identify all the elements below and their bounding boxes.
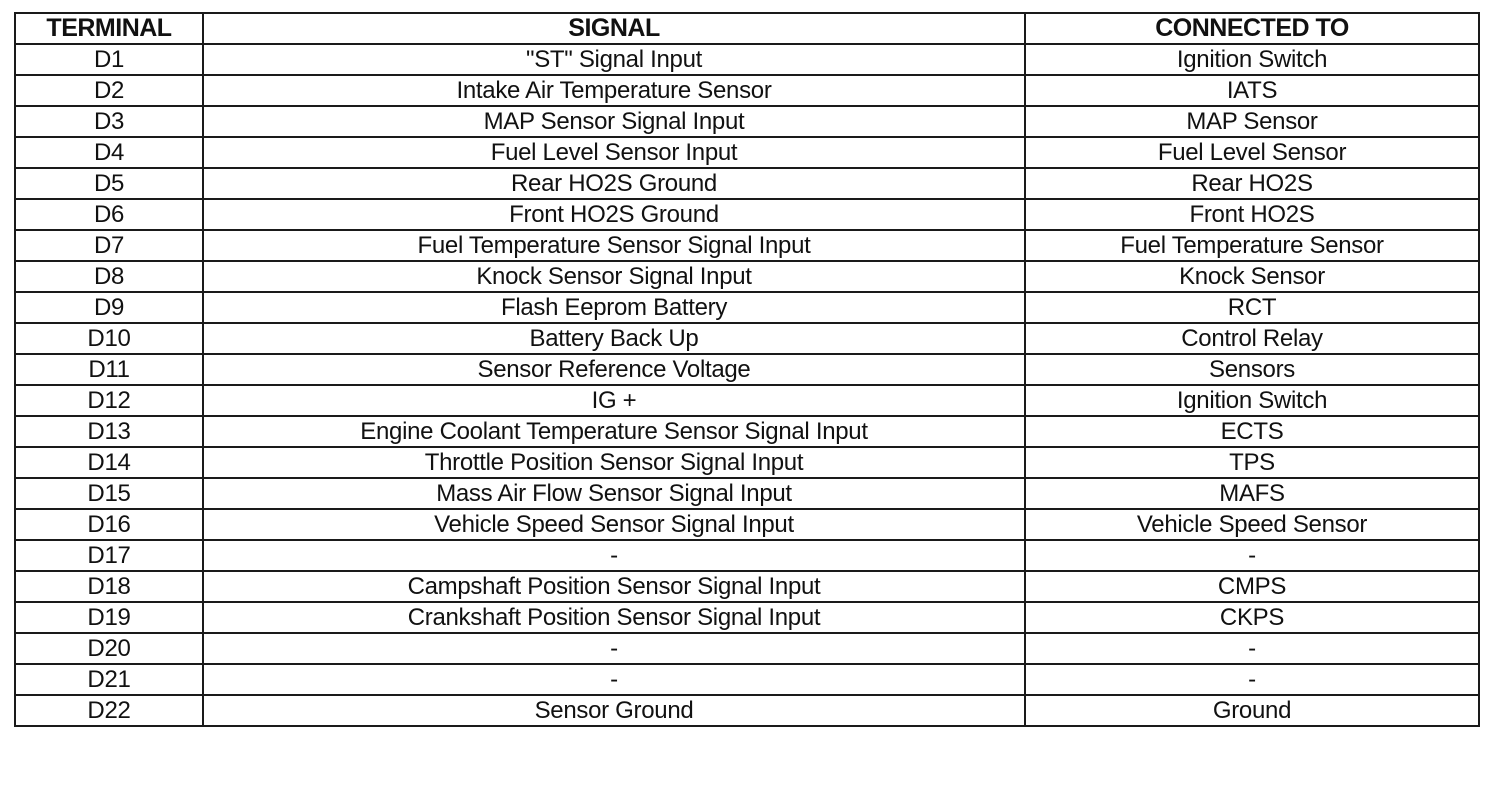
header-connected-to: CONNECTED TO <box>1025 13 1479 44</box>
signal-cell: Crankshaft Position Sensor Signal Input <box>203 602 1025 633</box>
connected-to-cell: Front HO2S <box>1025 199 1479 230</box>
table-row <box>15 540 1479 571</box>
terminal-cell: D1 <box>15 44 203 75</box>
connected-to-cell: MAFS <box>1025 478 1479 509</box>
table-row <box>15 44 1479 75</box>
terminal-cell: D22 <box>15 695 203 726</box>
signal-cell: Rear HO2S Ground <box>203 168 1025 199</box>
header-signal: SIGNAL <box>203 13 1025 44</box>
signal-cell: Mass Air Flow Sensor Signal Input <box>203 478 1025 509</box>
terminal-cell: D9 <box>15 292 203 323</box>
connected-to-cell: Fuel Temperature Sensor <box>1025 230 1479 261</box>
signal-cell: IG + <box>203 385 1025 416</box>
terminal-cell: D3 <box>15 106 203 137</box>
table-row <box>15 385 1479 416</box>
terminal-cell: D16 <box>15 509 203 540</box>
terminal-cell: D10 <box>15 323 203 354</box>
table-row <box>15 509 1479 540</box>
signal-cell: Intake Air Temperature Sensor <box>203 75 1025 106</box>
connected-to-cell: - <box>1025 664 1479 695</box>
table-row <box>15 137 1479 168</box>
terminal-cell: D11 <box>15 354 203 385</box>
signal-cell: - <box>203 664 1025 695</box>
connected-to-cell: Ground <box>1025 695 1479 726</box>
signal-cell: Battery Back Up <box>203 323 1025 354</box>
connected-to-cell: IATS <box>1025 75 1479 106</box>
signal-cell: Campshaft Position Sensor Signal Input <box>203 571 1025 602</box>
terminal-table-container <box>14 12 1478 727</box>
table-row <box>15 478 1479 509</box>
connected-to-cell: Ignition Switch <box>1025 44 1479 75</box>
terminal-cell: D20 <box>15 633 203 664</box>
table-row <box>15 230 1479 261</box>
signal-cell: Fuel Level Sensor Input <box>203 137 1025 168</box>
table-row <box>15 75 1479 106</box>
connected-to-cell: CMPS <box>1025 571 1479 602</box>
terminal-cell: D17 <box>15 540 203 571</box>
connected-to-cell: - <box>1025 633 1479 664</box>
signal-cell: Throttle Position Sensor Signal Input <box>203 447 1025 478</box>
table-body <box>15 44 1479 726</box>
terminal-signal-table <box>14 12 1480 727</box>
terminal-cell: D8 <box>15 261 203 292</box>
connected-to-cell: - <box>1025 540 1479 571</box>
terminal-cell: D19 <box>15 602 203 633</box>
signal-cell: Engine Coolant Temperature Sensor Signal Input <box>203 416 1025 447</box>
table-row <box>15 354 1479 385</box>
table-row <box>15 106 1479 137</box>
table-row <box>15 664 1479 695</box>
table-row <box>15 633 1479 664</box>
table-row <box>15 168 1479 199</box>
connected-to-cell: Vehicle Speed Sensor <box>1025 509 1479 540</box>
connected-to-cell: Rear HO2S <box>1025 168 1479 199</box>
terminal-cell: D14 <box>15 447 203 478</box>
table-row <box>15 323 1479 354</box>
signal-cell: Knock Sensor Signal Input <box>203 261 1025 292</box>
table-row <box>15 447 1479 478</box>
terminal-cell: D15 <box>15 478 203 509</box>
terminal-cell: D2 <box>15 75 203 106</box>
signal-cell: MAP Sensor Signal Input <box>203 106 1025 137</box>
terminal-cell: D12 <box>15 385 203 416</box>
connected-to-cell: ECTS <box>1025 416 1479 447</box>
header-row <box>15 13 1479 44</box>
connected-to-cell: Control Relay <box>1025 323 1479 354</box>
terminal-cell: D5 <box>15 168 203 199</box>
connected-to-cell: TPS <box>1025 447 1479 478</box>
signal-cell: - <box>203 540 1025 571</box>
terminal-cell: D4 <box>15 137 203 168</box>
terminal-cell: D7 <box>15 230 203 261</box>
terminal-cell: D13 <box>15 416 203 447</box>
connected-to-cell: Knock Sensor <box>1025 261 1479 292</box>
table-row <box>15 695 1479 726</box>
connected-to-cell: MAP Sensor <box>1025 106 1479 137</box>
table-row <box>15 571 1479 602</box>
signal-cell: Flash Eeprom Battery <box>203 292 1025 323</box>
table-row <box>15 416 1479 447</box>
signal-cell: Vehicle Speed Sensor Signal Input <box>203 509 1025 540</box>
terminal-cell: D6 <box>15 199 203 230</box>
connected-to-cell: Fuel Level Sensor <box>1025 137 1479 168</box>
signal-cell: - <box>203 633 1025 664</box>
signal-cell: Sensor Reference Voltage <box>203 354 1025 385</box>
connected-to-cell: CKPS <box>1025 602 1479 633</box>
table-row <box>15 602 1479 633</box>
signal-cell: "ST" Signal Input <box>203 44 1025 75</box>
table-row <box>15 292 1479 323</box>
connected-to-cell: Ignition Switch <box>1025 385 1479 416</box>
header-terminal: TERMINAL <box>15 13 203 44</box>
table-row <box>15 261 1479 292</box>
signal-cell: Fuel Temperature Sensor Signal Input <box>203 230 1025 261</box>
signal-cell: Front HO2S Ground <box>203 199 1025 230</box>
table-row <box>15 199 1479 230</box>
signal-cell: Sensor Ground <box>203 695 1025 726</box>
terminal-cell: D21 <box>15 664 203 695</box>
connected-to-cell: RCT <box>1025 292 1479 323</box>
connected-to-cell: Sensors <box>1025 354 1479 385</box>
terminal-cell: D18 <box>15 571 203 602</box>
